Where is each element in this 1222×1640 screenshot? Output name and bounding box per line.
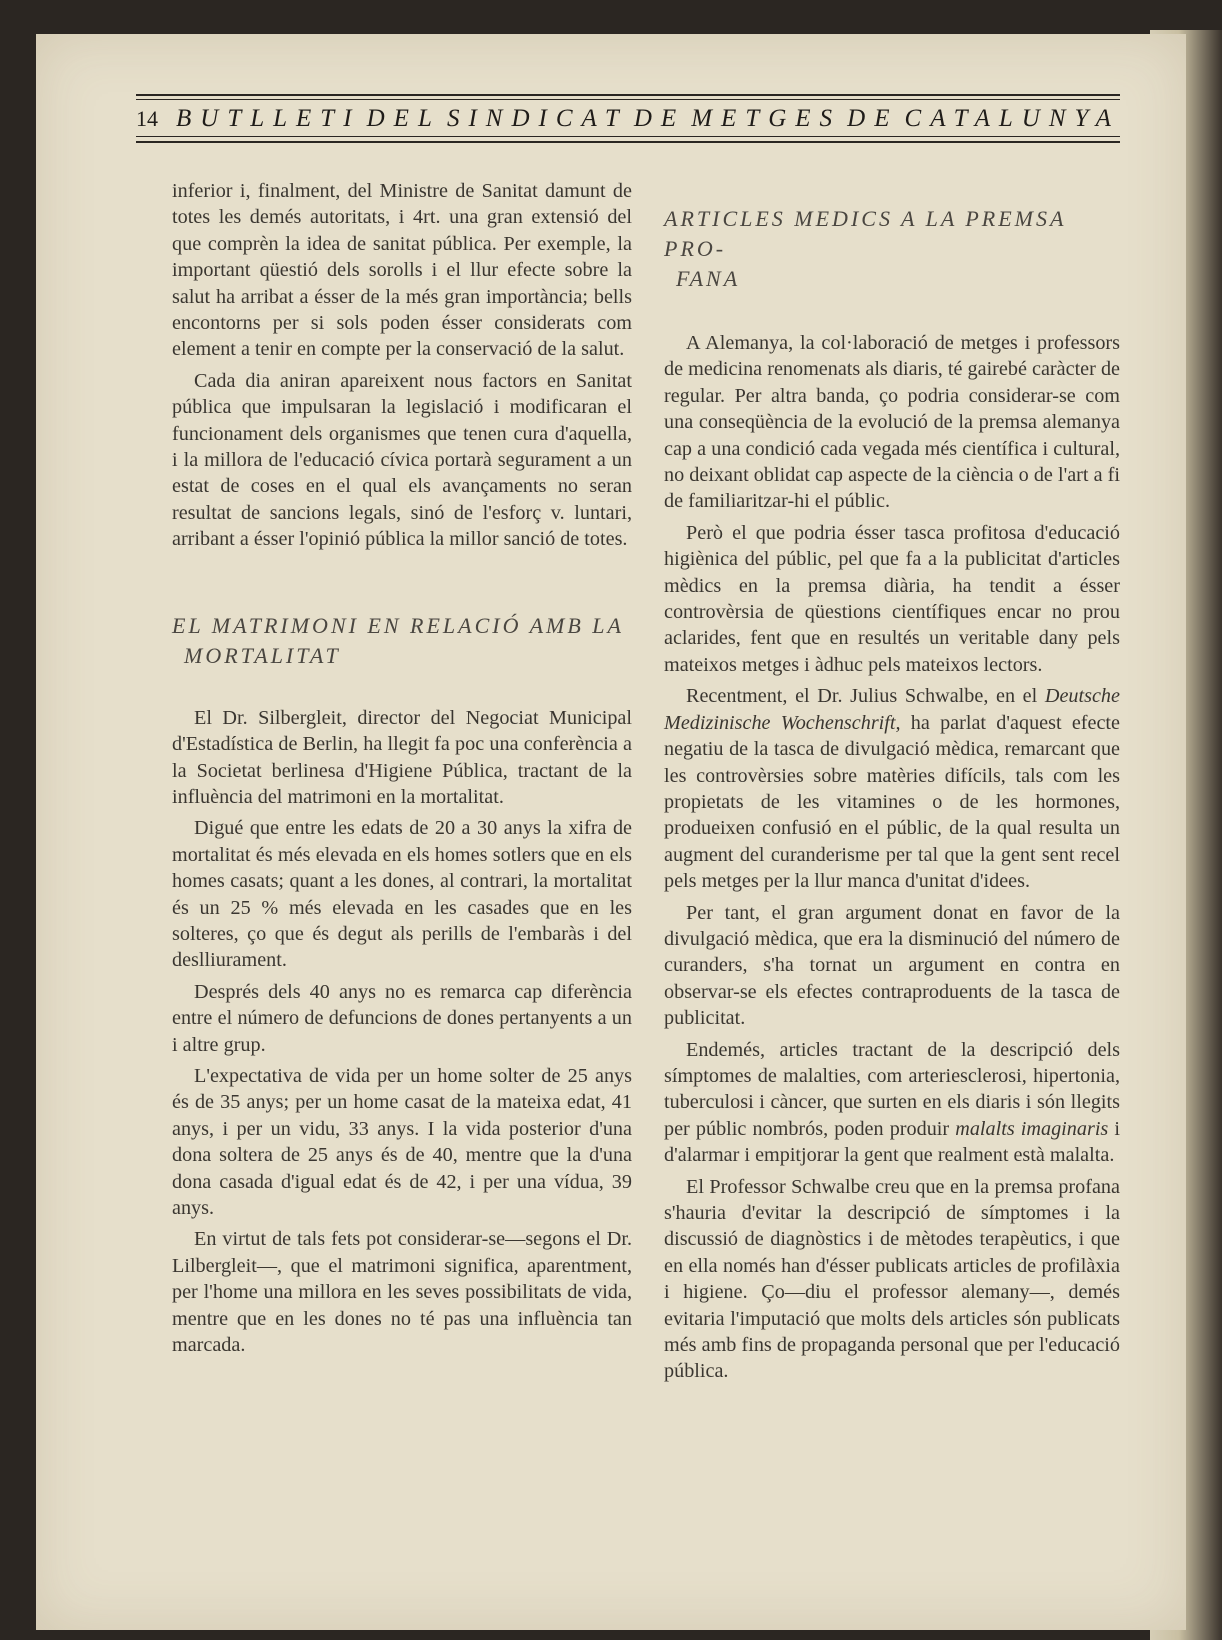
article-heading-matrimoni bbox=[172, 611, 632, 671]
header-rule bbox=[136, 141, 1120, 143]
header-text bbox=[136, 104, 1120, 134]
text-run: ha parlat d'aquest efecte negatiu de la tasca de divulgació mèdica, remarcant que les controvèrsies sobre matèries difícils, tals com les propietats de les vitamines o de les hormones, produeixen confusió en el públic, de la qual resulta un augment del curanderisme per tal que la gent sent recel pels metges per la llur manca d'unitat d'idees. bbox=[664, 711, 1120, 893]
journal-title-word: DE bbox=[633, 105, 686, 132]
paragraph: inferior i, finalment, del Ministre de Sanitat damunt de totes les demés autoritats, i 4rt. una gran extensió del que comprèn la idea de sanitat pública. Per exemple, la important qüestió dels sorolls i el llur efecte sobre la salut ha arribat a ésser de la més gran importància; bells encontorns per si sols poden ésser considerats com element a tenir en compte per la conservació de la salut. bbox=[172, 180, 632, 361]
paragraph: Cada dia aniran apareixent nous factors en Sanitat pública que impulsaran la legislació i modificaran el funcionament dels organismes que tenen cura d'aquella, i la millora de l'educació cívica portarà segurament a un estat de coses en el qual els avançaments no seran resultat de sancions legals, sinó de l'esforç v. luntari, arribant a ésser l'opinió pública la millor sanció de totes. bbox=[172, 369, 632, 551]
page-number: 14 bbox=[136, 106, 158, 131]
heading-line: ARTICLES MEDICS A LA PREMSA PRO- bbox=[664, 206, 1067, 261]
paragraph: El Dr. Silbergleit, director del Negociat Municipal d'Estadística de Berlin, ha llegit fa poc una conferència a la Societat berlinesa d'Higiene Pública, tractant de la influència del matrimoni en la mortalitat. bbox=[172, 706, 632, 808]
journal-title-word: DE bbox=[847, 105, 899, 132]
journal-title bbox=[176, 105, 1120, 133]
paragraph: El Professor Schwalbe creu que en la premsa profana s'hauria d'evitar la descripció de símptomes i la discussió de diagnòstics i de mètodes terapèutics, i que en ella només han d'ésser publicats articles de profilàxia i higiene. Ço—diu el professor alemany—, demés evitaria l'imputació que molts dels articles són publicats més amb fins de propaganda personal que per l'educació pública. bbox=[664, 1175, 1120, 1383]
paragraph bbox=[664, 683, 1120, 894]
paragraph: L'expectativa de vida per un home solter de 25 anys és de 35 anys; per un home casat de la mateixa edat, 41 anys, i per un vidu, 33 anys. I la vida posterior d'una dona soltera de 25 anys és de 40, mentre que la d'una dona casada d'igual edat és de 42, i per una vídua, 39 anys. bbox=[172, 1064, 632, 1219]
left-column bbox=[172, 178, 632, 1358]
journal-title-word: SINDICAT bbox=[446, 105, 628, 132]
paragraph: A Alemanya, la col·laboració de metges i professors de medicina renomenats als diaris, té gairebé caràcter de regular. Per altra banda, ço podria considerar-se com una conseqüència de la evolució de la premsa alemanya cap a una condició cada vegada més científica i cultural, no deixant oblidat cap aspecte de la ciència o de l'art a fi de familiaritzar-hi el públic. bbox=[664, 332, 1120, 513]
journal-title-word: BUTLLETI bbox=[176, 105, 361, 132]
journal-title-word: CATALUNYA bbox=[904, 105, 1120, 132]
journal-title-word: DEL bbox=[366, 105, 441, 132]
header-rule bbox=[136, 136, 1120, 137]
article-heading-premsa bbox=[664, 204, 1120, 294]
text-run: Endemés, articles tractant de la descripció dels símptomes de malalties, com arteriesclerosi, hipertonia, tuberculosi i càncer, que surten en els diaris i són llegits per públic nombrós, poden produir bbox=[664, 1038, 1120, 1140]
header-rule bbox=[136, 94, 1120, 96]
text-run: i d'alarmar i empitjorar la gent que realment està malalta. bbox=[664, 1117, 1120, 1167]
text-run: Recentment, el Dr. Julius Schwalbe, en el bbox=[686, 685, 1045, 708]
running-header bbox=[136, 90, 1120, 148]
header-rule bbox=[136, 99, 1120, 100]
paragraph: Digué que entre les edats de 20 a 30 anys la xifra de mortalitat és més elevada en els homes sotlers que en els homes casats; quant a les dones, al contrari, la mortalitat és un 25 % més elevada en les casades que en les solteres, ço que és degut als perills de l'embaràs i del deslliurament. bbox=[172, 817, 632, 972]
right-column bbox=[664, 178, 1120, 1385]
paragraph: Però el que podria ésser tasca profitosa d'educació higiènica del públic, pel que fa a la publicitat d'articles mèdics en la premsa diària, ha tendit a ésser controvèrsia de qüestions científiques encar no prou aclarides, fent que en resultés un veritable dany pels mateixos metges i àdhuc pels mateixos lectors. bbox=[664, 521, 1120, 676]
heading-line: MORTALITAT bbox=[184, 642, 341, 668]
paragraph: En virtut de tals fets pot considerar-se—segons el Dr. Lilbergleit—, que el matrimoni significa, aparentment, per l'home una millora en les seves possibilitats de vida, mentre que en les dones no té pas una influència tan marcada. bbox=[172, 1228, 632, 1357]
paragraph: Després dels 40 anys no es remarca cap diferència entre el número de defuncions de dones pertanyents a un i altre grup. bbox=[172, 980, 632, 1056]
paragraph: Per tant, el gran argument donat en favor de la divulgació mèdica, que era la disminució del número de curanders, s'ha tornat un argument en contra en observar-se els efectes contraproduents de la tasca de publicitat. bbox=[664, 901, 1120, 1030]
emphasis: malalts imaginaris bbox=[955, 1117, 1109, 1140]
journal-title-word: METGES bbox=[691, 105, 842, 132]
heading-line: FANA bbox=[676, 266, 741, 291]
paragraph bbox=[664, 1037, 1120, 1169]
heading-line: EL MATRIMONI EN RELACIÓ AMB LA bbox=[172, 612, 624, 638]
publication-title: Deutsche Medizinische Wochenschrift, bbox=[664, 685, 1120, 734]
